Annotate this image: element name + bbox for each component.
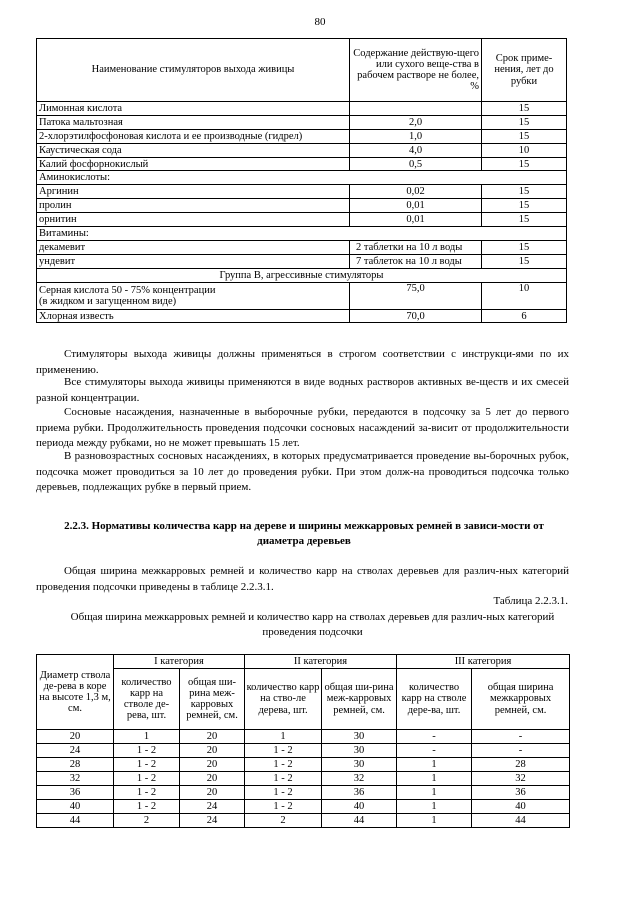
cat1-width-cell: 20 bbox=[180, 758, 245, 772]
chlorine-name: Хлорная известь bbox=[37, 309, 350, 323]
paragraph-4-text: В разновозрастных сосновых насаждениях, в которых предусматривается проведение вы-борочных рубок, подсочка может проводиться за 10 лет до проведения рубки. При этом долж-на проводиться подсочка только деревьев, подлежащих рубке в первый прием. bbox=[36, 450, 569, 494]
paragraph-5 bbox=[36, 564, 569, 595]
cat2-count-cell: 1 - 2 bbox=[245, 744, 322, 758]
stimulator-term: 10 bbox=[482, 143, 567, 157]
cat3-count-cell: - bbox=[397, 744, 472, 758]
diameter-cell: 40 bbox=[37, 800, 114, 814]
stimulator-term: 15 bbox=[482, 240, 567, 254]
sulfuric-term: 10 bbox=[482, 282, 567, 309]
cat2-width-cell: 30 bbox=[322, 730, 397, 744]
cat1-width-cell: 20 bbox=[180, 772, 245, 786]
table-row bbox=[37, 115, 567, 129]
cat1-width-cell: 20 bbox=[180, 786, 245, 800]
table-row bbox=[37, 800, 570, 814]
cat3-width-cell: 28 bbox=[472, 758, 570, 772]
sulfuric-name bbox=[37, 282, 350, 309]
table-row bbox=[37, 254, 567, 268]
stimulator-name: Патока мальтозная bbox=[37, 115, 350, 129]
stimulator-content: 2 таблетки на 10 л воды bbox=[350, 240, 482, 254]
cat3-width-cell: 36 bbox=[472, 786, 570, 800]
diameter-cell: 28 bbox=[37, 758, 114, 772]
section-amino-label: Аминокислоты: bbox=[37, 171, 350, 185]
cat3-width-cell: - bbox=[472, 744, 570, 758]
header-cat1-width: общая ши-рина меж-карровых ремней, см. bbox=[180, 669, 245, 730]
table-row bbox=[37, 143, 567, 157]
table-title: Общая ширина межкарровых ремней и количество карр на стволах деревьев для различ-ных категорий проведения подсочки bbox=[70, 611, 555, 638]
carr-norms-table bbox=[36, 654, 570, 828]
cat1-count-cell: 1 - 2 bbox=[114, 758, 180, 772]
stimulator-content bbox=[350, 102, 482, 116]
header-cat1-count: количество карр на стволе де-рева, шт. bbox=[114, 669, 180, 730]
diameter-cell: 36 bbox=[37, 786, 114, 800]
table-row bbox=[37, 199, 567, 213]
stimulator-content: 7 таблеток на 10 л воды bbox=[350, 254, 482, 268]
cat2-count-cell: 2 bbox=[245, 814, 322, 828]
cat2-count-cell: 1 - 2 bbox=[245, 758, 322, 772]
header-content: Содержание действую-щего или сухого веще-ства в рабочем растворе не более, % bbox=[350, 39, 482, 102]
stimulator-name: 2-хлорэтилфосфоновая кислота и ее производные (гидрел) bbox=[37, 129, 350, 143]
paragraph-2-text: Все стимуляторы выхода живицы применяются в виде водных растворов активных ве-ществ и их смесей разной концентрации. bbox=[36, 376, 569, 404]
stimulator-name: ундевит bbox=[37, 254, 350, 268]
stimulator-content: 0,02 bbox=[350, 185, 482, 199]
cat2-width-cell: 32 bbox=[322, 772, 397, 786]
cat1-count-cell: 1 bbox=[114, 730, 180, 744]
stimulator-content: 2,0 bbox=[350, 115, 482, 129]
cat1-count-cell: 1 - 2 bbox=[114, 786, 180, 800]
cat3-count-cell: 1 bbox=[397, 800, 472, 814]
paragraph-4 bbox=[36, 449, 569, 496]
table-row bbox=[37, 240, 567, 254]
cat3-count-cell: 1 bbox=[397, 814, 472, 828]
paragraph-1-text: Стимуляторы выхода живицы должны применяться в строгом соответствии с инструкци-ями по их применению. bbox=[36, 348, 569, 376]
stimulator-content: 0,01 bbox=[350, 213, 482, 227]
header-cat3: III категория bbox=[397, 655, 570, 669]
section-vitamins bbox=[37, 227, 567, 241]
stimulator-term: 15 bbox=[482, 254, 567, 268]
table-number: Таблица 2.2.3.1. bbox=[493, 595, 568, 607]
stimulators-table bbox=[36, 38, 567, 323]
paragraph-5-text: Общая ширина межкарровых ремней и количество карр на стволах деревьев для различ-ных категорий проведения подсочки приведены в таблице 2.2.3.1. bbox=[36, 565, 569, 593]
cat2-width-cell: 30 bbox=[322, 744, 397, 758]
stimulator-term: 15 bbox=[482, 102, 567, 116]
table-row bbox=[37, 129, 567, 143]
section-heading: 2.2.3. Нормативы количества карр на дереве и ширины межкарровых ремней в зависи-мости от диаметра деревьев bbox=[64, 520, 544, 547]
table-row bbox=[37, 185, 567, 199]
stimulator-content: 1,0 bbox=[350, 129, 482, 143]
sulfuric-content: 75,0 bbox=[350, 282, 482, 309]
section-vitamins-label: Витамины: bbox=[37, 227, 350, 241]
carr-table-header-row-1 bbox=[37, 655, 570, 669]
cat3-count-cell: 1 bbox=[397, 772, 472, 786]
sulfuric-name-line2: (в жидком и загущенном виде) bbox=[39, 295, 177, 307]
stimulator-name: Калий фосфорнокислый bbox=[37, 157, 350, 171]
cat3-width-cell: - bbox=[472, 730, 570, 744]
cat2-width-cell: 40 bbox=[322, 800, 397, 814]
cat1-count-cell: 1 - 2 bbox=[114, 772, 180, 786]
header-cat2-count: количество карр на ство-ле дерева, шт. bbox=[245, 669, 322, 730]
stimulator-content: 0,01 bbox=[350, 199, 482, 213]
section-amino bbox=[37, 171, 567, 185]
cat3-width-cell: 44 bbox=[472, 814, 570, 828]
sulfuric-name-line1: Серная кислота 50 - 75% концентрации bbox=[39, 284, 216, 296]
stimulator-name: Лимонная кислота bbox=[37, 102, 350, 116]
cat3-count-cell: 1 bbox=[397, 758, 472, 772]
chlorine-term: 6 bbox=[482, 309, 567, 323]
stimulator-name: орнитин bbox=[37, 213, 350, 227]
cat3-width-cell: 40 bbox=[472, 800, 570, 814]
cat2-count-cell: 1 - 2 bbox=[245, 800, 322, 814]
stimulators-table-header bbox=[37, 39, 567, 102]
stimulator-term: 15 bbox=[482, 213, 567, 227]
header-term: Срок приме-нения, лет до рубки bbox=[482, 39, 567, 102]
header-diameter: Диаметр ствола де-рева в коре на высоте 1,3 м, см. bbox=[37, 655, 114, 730]
header-cat3-count: количество карр на стволе дере-ва, шт. bbox=[397, 669, 472, 730]
stimulator-term: 15 bbox=[482, 157, 567, 171]
header-cat3-width: общая ширина межкарровых ремней, см. bbox=[472, 669, 570, 730]
paragraph-2 bbox=[36, 375, 569, 406]
table-row bbox=[37, 758, 570, 772]
stimulator-term: 15 bbox=[482, 129, 567, 143]
cat3-count-cell: - bbox=[397, 730, 472, 744]
stimulator-content: 4,0 bbox=[350, 143, 482, 157]
stimulator-term: 15 bbox=[482, 115, 567, 129]
carr-table-header-row-2 bbox=[37, 669, 570, 730]
cat1-width-cell: 24 bbox=[180, 800, 245, 814]
stimulator-term: 15 bbox=[482, 185, 567, 199]
paragraph-3 bbox=[36, 405, 569, 452]
table-row bbox=[37, 213, 567, 227]
cat2-count-cell: 1 - 2 bbox=[245, 772, 322, 786]
table-row bbox=[37, 309, 567, 323]
cat1-count-cell: 1 - 2 bbox=[114, 744, 180, 758]
table-row bbox=[37, 786, 570, 800]
stimulator-name: Каустическая сода bbox=[37, 143, 350, 157]
stimulator-name: Аргинин bbox=[37, 185, 350, 199]
cat1-count-cell: 2 bbox=[114, 814, 180, 828]
cat3-count-cell: 1 bbox=[397, 786, 472, 800]
cat3-width-cell: 32 bbox=[472, 772, 570, 786]
paragraph-1 bbox=[36, 347, 569, 378]
table-row bbox=[37, 744, 570, 758]
chlorine-content: 70,0 bbox=[350, 309, 482, 323]
cat1-count-cell: 1 - 2 bbox=[114, 800, 180, 814]
header-name: Наименование стимуляторов выхода живицы bbox=[37, 39, 350, 102]
group-b-row bbox=[37, 268, 567, 282]
diameter-cell: 20 bbox=[37, 730, 114, 744]
cat1-width-cell: 20 bbox=[180, 730, 245, 744]
cat2-count-cell: 1 - 2 bbox=[245, 786, 322, 800]
stimulator-content: 0,5 bbox=[350, 157, 482, 171]
header-cat2: II категория bbox=[245, 655, 397, 669]
group-b-label: Группа В, агрессивные стимуляторы bbox=[37, 268, 567, 282]
cat2-width-cell: 44 bbox=[322, 814, 397, 828]
table-row bbox=[37, 772, 570, 786]
cat2-width-cell: 30 bbox=[322, 758, 397, 772]
table-row bbox=[37, 282, 567, 309]
table-row bbox=[37, 814, 570, 828]
cat2-width-cell: 36 bbox=[322, 786, 397, 800]
diameter-cell: 44 bbox=[37, 814, 114, 828]
table-row bbox=[37, 102, 567, 116]
stimulator-name: пролин bbox=[37, 199, 350, 213]
stimulator-term: 15 bbox=[482, 199, 567, 213]
cat1-width-cell: 20 bbox=[180, 744, 245, 758]
stimulator-name: декамевит bbox=[37, 240, 350, 254]
header-cat2-width: общая ши-рина меж-карровых ремней, см. bbox=[322, 669, 397, 730]
paragraph-3-text: Сосновые насаждения, назначенные в выборочные рубки, передаются в подсочку за 5 лет до первого приема рубки. Продолжительность проведения подсочки сосновых насаждений за-висит от продолжительности периода между рубками, но не может превышать 15 лет. bbox=[36, 406, 569, 450]
table-row bbox=[37, 157, 567, 171]
page-number: 80 bbox=[314, 16, 326, 28]
cat2-count-cell: 1 bbox=[245, 730, 322, 744]
diameter-cell: 24 bbox=[37, 744, 114, 758]
cat1-width-cell: 24 bbox=[180, 814, 245, 828]
header-cat1: I категория bbox=[114, 655, 245, 669]
diameter-cell: 32 bbox=[37, 772, 114, 786]
table-row bbox=[37, 730, 570, 744]
